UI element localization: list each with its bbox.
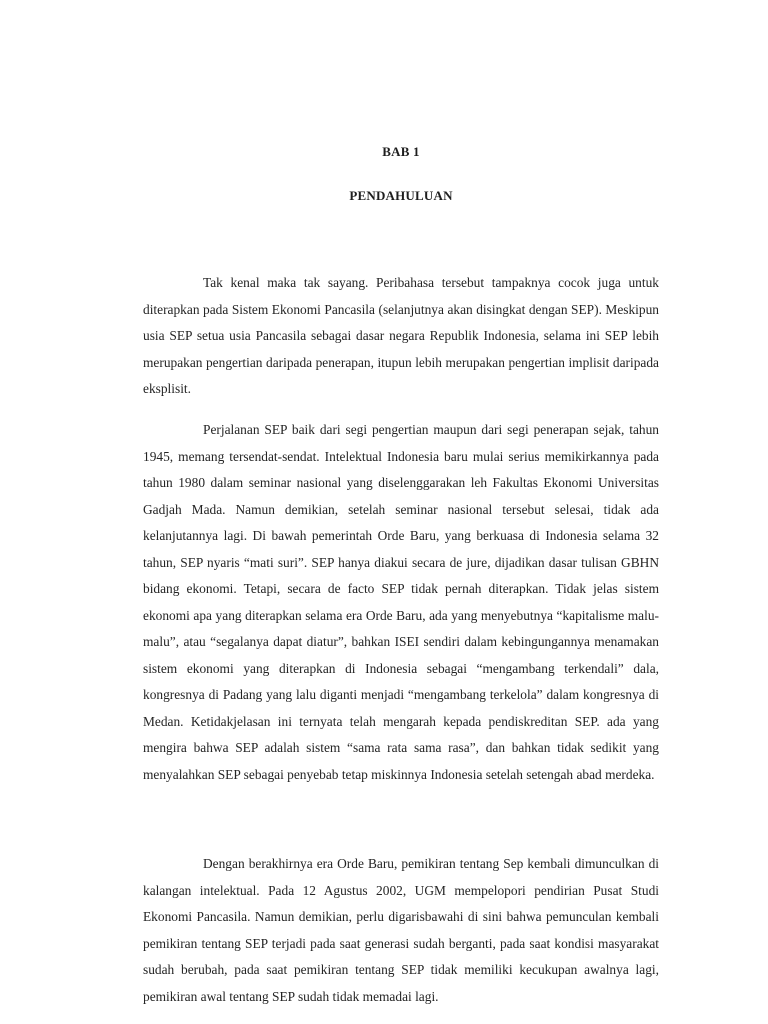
chapter-heading: BAB 1 <box>382 144 420 159</box>
paragraph-3: Dengan berakhirnya era Orde Baru, pemikiran tentang Sep kembali dimunculkan di kalangan intelektual. Pada 12 Agustus 2002, UGM mempelopori pendirian Pusat Studi Ekonomi Pancasila. Namun demikian, perlu digarisbawahi di sini bahwa pemunculan kembali pemikiran tentang SEP terjadi pada saat generasi sudah berganti, pada saat kondisi masyarakat sudah berubah, pada saat pemikiran tentang SEP tidak memiliki kecukupan awalnya lagi, pemikiran awal tentang SEP sudah tidak memadai lagi. <box>143 856 659 1004</box>
chapter-title: PENDAHULUAN <box>349 188 453 203</box>
paragraph-1: Tak kenal maka tak sayang. Peribahasa tersebut tampaknya cocok juga untuk diterapkan pada Sistem Ekonomi Pancasila (selanjutnya akan disingkat dengan SEP). Meskipun usia SEP setua usia Pancasila sebagai dasar negara Republik Indonesia, selama ini SEP lebih merupakan pengertian daripada penerapan, itupun lebih merupakan pengertian implisit daripada eksplisit. <box>143 275 659 396</box>
paragraph-2: Perjalanan SEP baik dari segi pengertian maupun dari segi penerapan sejak, tahun 1945, memang tersendat-sendat. Intelektual Indonesia baru mulai serius memikirkannya pada tahun 1980 dalam seminar nasional yang diselenggarakan leh Fakultas Ekonomi Universitas Gadjah Mada. Namun demikian, setelah seminar nasional tersebut selesai, tidak ada kelanjutannya lagi. Di bawah pemerintah Orde Baru, yang berkuasa di Indonesia selama 32 tahun, SEP nyaris “mati suri”. SEP hanya diakui secara de jure, dijadikan dasar tulisan GBHN bidang ekonomi. Tetapi, secara de facto SEP tidak pernah diterapkan. Tidak jelas sistem ekonomi apa yang diterapkan selama era Orde Baru, ada yang menyebutnya “kapitalisme malu-malu”, atau “segalanya dapat diatur”, bahkan ISEI sendiri dalam kebingungannya menamakan sistem ekonomi yang diterapkan di Indonesia sebagai “mengambang terkendali” dala, kongresnya di Padang yang lalu diganti menjadi “mengambang terkelola” dalam kongresnya di Medan. Ketidakjelasan ini ternyata telah mengarah kepada pendiskreditan SEP. ada yang mengira bahwa SEP adalah sistem “sama rata sama rasa”, dan bahkan tidak sedikit yang menyalahkan SEP sebagai penyebab tetap miskinnya Indonesia setelah setengah abad merdeka. <box>143 422 659 782</box>
